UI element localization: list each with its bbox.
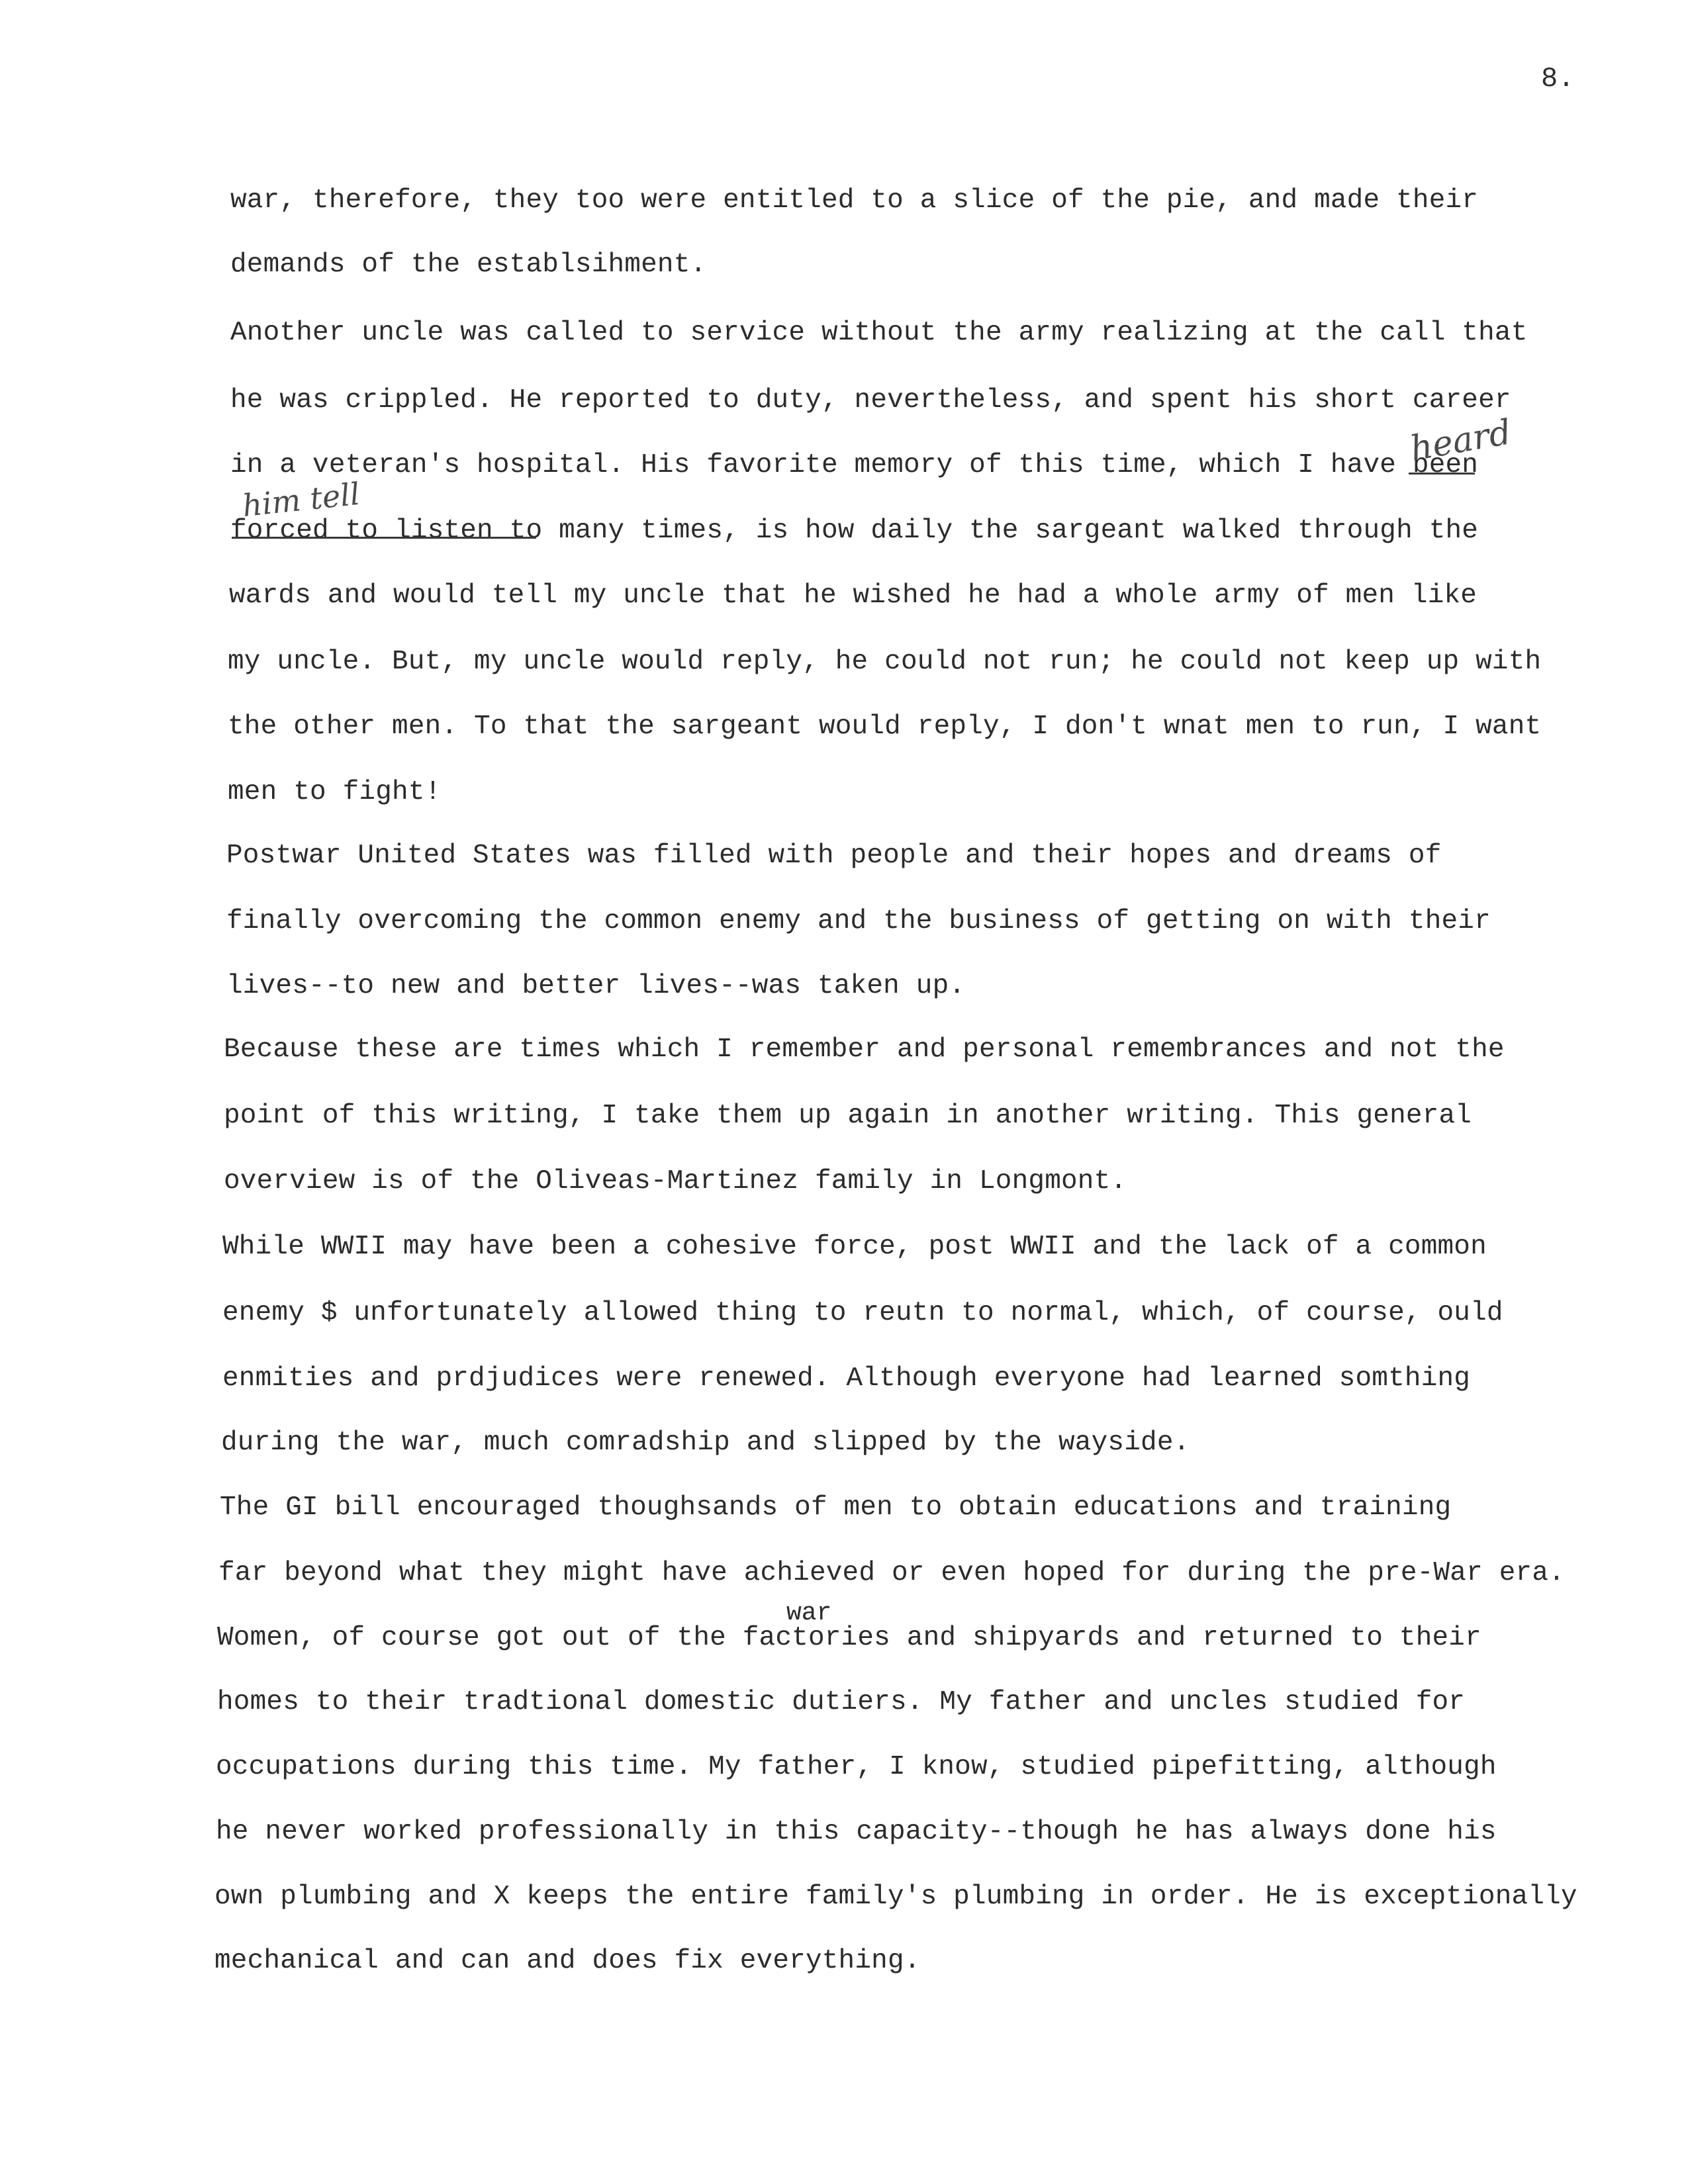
text-line-11: Postwar United States was filled with people and their hopes and dreams of <box>226 841 1442 871</box>
text-line-23: Women, of course got out of the factories and shipyards and returned to their <box>217 1623 1481 1653</box>
text-line-19: enmities and prdjudices were renewed. Although everyone had learned somthing <box>222 1363 1471 1394</box>
handwritten-annotation-heard: heard <box>1407 412 1515 469</box>
text-line-27: own plumbing and X keeps the entire family's plumbing in order. He is exceptionally <box>214 1882 1577 1912</box>
text-line-3: Another uncle was called to service without the army realizing at the call that <box>230 318 1528 348</box>
text-line-1: war, therefore, they too were entitled to a slice of the pie, and made their <box>230 185 1479 216</box>
text-line-13: lives--to new and better lives--was taken up. <box>226 971 966 1001</box>
text-line-15: point of this writing, I take them up again in another writing. This general <box>224 1101 1472 1131</box>
text-line-2: demands of the establsihment. <box>230 250 707 280</box>
text-line-16: overview is of the Oliveas-Martinez family in Longmont. <box>224 1166 1127 1197</box>
text-line-17: While WWII may have been a cohesive force, post WWII and the lack of a common <box>222 1232 1487 1262</box>
text-line-18: enemy $ unfortunately allowed thing to reutn to normal, which, of course, ould <box>222 1298 1503 1328</box>
text-line-7: wards and would tell my uncle that he wished he had a whole army of men like <box>229 580 1477 611</box>
text-line-20: during the war, much comradship and slipped by the wayside. <box>221 1428 1190 1458</box>
interlinear-correction-war: war <box>786 1599 832 1627</box>
text-line-5: in a veteran's hospital. His favorite memory of this time, which I have been <box>230 450 1479 480</box>
text-line-24: homes to their tradtional domestic dutiers. My father and uncles studied for <box>217 1687 1466 1717</box>
text-line-4: he was crippled. He reported to duty, nevertheless, and spent his short career <box>230 385 1511 416</box>
strikethrough-been <box>1409 473 1475 475</box>
page-number: 8. <box>1541 63 1575 95</box>
text-line-25: occupations during this time. My father, I know, studied pipefitting, although <box>216 1752 1497 1782</box>
text-line-6: forced to listen to many times, is how daily the sargeant walked through the <box>230 516 1479 546</box>
text-line-28: mechanical and can and does fix everything. <box>214 1946 921 1976</box>
text-line-12: finally overcoming the common enemy and the business of getting on with their <box>226 906 1491 936</box>
handwritten-annotation-him-tell: him tell <box>240 475 362 524</box>
text-line-22: far beyond what they might have achieved or even hoped for during the pre-War era. <box>218 1558 1565 1588</box>
text-line-9: the other men. To that the sargeant would reply, I don't wnat men to run, I want <box>228 711 1542 742</box>
text-line-14: Because these are times which I remember and personal remembrances and not the <box>224 1034 1505 1065</box>
strikethrough-forced-to-listen-to <box>232 537 536 539</box>
text-line-10: men to fight! <box>228 777 442 807</box>
text-line-8: my uncle. But, my uncle would reply, he could not run; he could not keep up with <box>228 647 1542 677</box>
text-line-26: he never worked professionally in this capacity--though he has always done his <box>216 1817 1497 1847</box>
text-line-21: The GI bill encouraged thoughsands of men to obtain educations and training <box>220 1492 1452 1523</box>
